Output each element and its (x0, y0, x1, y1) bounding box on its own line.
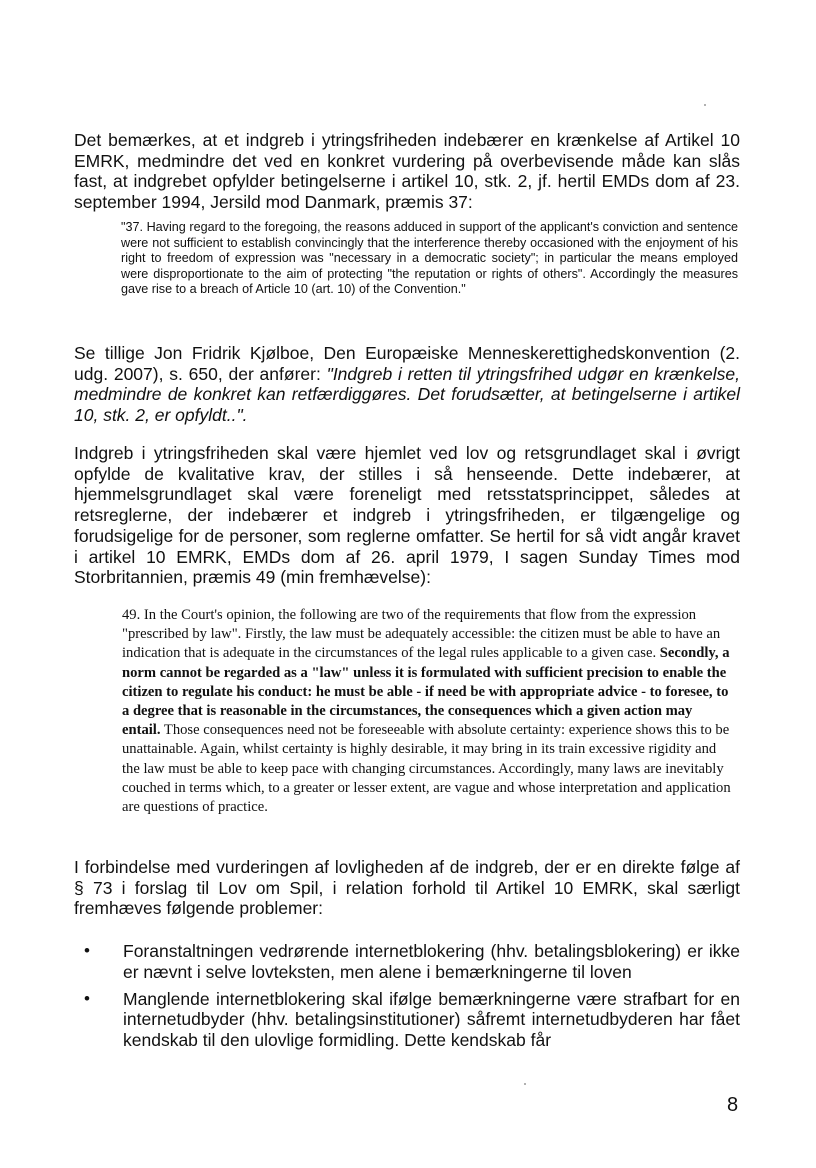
quote2-regular-end: Those consequences need not be foreseeable with absolute certainty: experience shows this to be unattainable. Again, whilst certainty is highly desirable, it may bring in its train excessive rigidity and the law must be able to keep pace with changing circumstances. Accordingly, many laws are inevitably couched in terms which, to a greater or lesser extent, are vague and whose interpretation and application are questions of practice. (122, 722, 731, 816)
paragraph-jersild-intro: Det bemærkes, at et indgreb i ytringsfriheden indebærer en krænkelse af Artikel 10 EMRK, medmindre det ved en konkret vurdering på overbevisende måde kan slås fast, at indgrebet opfylder betingelserne i artikel 10, stk. 2, jf. hertil EMDs dom af 23. september 1994, Jersild mod Danmark, præmis 37: (74, 130, 740, 213)
scan-speck (704, 104, 706, 106)
problem-list (84, 941, 740, 1057)
bullet-icon: • (84, 941, 90, 960)
quote2-emphasis: Secondly, a norm cannot be regarded as a "law" unless it is formulated with sufficient precision to enable the citizen to regulate his conduct: he must be able - if need be with appropriate advice - to foresee, to a degree that is reasonable in the circumstances, the consequences which a given action may entail. (122, 645, 730, 739)
scan-speck (524, 1083, 526, 1085)
page-number: 8 (727, 1094, 739, 1116)
kjolboe-lead-text: Se tillige Jon Fridrik Kjølboe, Den Europæiske Menneskerettighedskonvention (2. udg. 2007), s. 650, der anfører: (74, 343, 740, 384)
list-item (84, 941, 740, 983)
quote-jersild-premis-37: "37. Having regard to the foregoing, the reasons adduced in support of the applicant's conviction and sentence were not sufficient to establish convincingly that the interference thereby occasioned with the enjoyment of his right to freedom of expression was "necessary in a democratic society"; in particular the means employed were disproportionate to the aim of protecting "the reputation or rights of others". Accordingly the measures gave rise to a breach of Article 10 (art. 10) of the Convention." (121, 220, 738, 297)
paragraph-kjolboe-reference (74, 343, 740, 426)
bullet-icon: • (84, 988, 90, 1008)
paragraph-problems-intro: I forbindelse med vurderingen af lovligheden af de indgreb, der er en direkte følge af § 73 i forslag til Lov om Spil, i relation forhold til Artikel 10 EMRK, skal særligt fremhæves følgende problemer: (74, 857, 740, 919)
quote2-regular-start: 49. In the Court's opinion, the following are two of the requirements that flow from the expression "prescribed by law". Firstly, the law must be adequately accessible: the citizen must be able to have an indication that is adequate in the circumstances of the legal rules applicable to a given case. (122, 607, 721, 662)
list-item (84, 989, 740, 1051)
list-item-text: Foranstaltningen vedrørende internetblokering (hhv. betalingsblokering) er ikke er nævnt i selve lovteksten, men alene i bemærkningerne til loven (123, 941, 740, 982)
kjolboe-italic-quote: "Indgreb i retten til ytringsfrihed udgør en krænkelse, medmindre de konkret kan retfærdiggøres. Det forudsætter, at betingelserne i artikel 10, stk. 2, er opfyldt..". (74, 363, 740, 426)
list-item-text: Manglende internetblokering skal ifølge bemærkningerne være strafbart for en internetudbyder (hhv. betalingsinstitutioner) såfremt internetudbyderen har fået kendskab til den ulovlige formidling. Dette kendskab får (123, 988, 740, 1051)
quote-sunday-times-premis-49 (122, 606, 732, 817)
paragraph-legal-basis: Indgreb i ytringsfriheden skal være hjemlet ved lov og retsgrundlaget skal i øvrigt opfylde de kvalitative krav, der stilles i så henseende. Dette indebærer, at hjemmelsgrundlaget skal være foreneligt med retsstatsprincippet, således at retsreglerne, der indebærer et indgreb i ytringsfriheden, er tilgængelige og forudsigelige for de personer, som reglerne omfatter. Se hertil for så vidt angår kravet i artikel 10 EMRK, EMDs dom af 26. april 1979, I sagen Sunday Times mod Storbritannien, præmis 49 (min fremhævelse): (74, 443, 740, 588)
